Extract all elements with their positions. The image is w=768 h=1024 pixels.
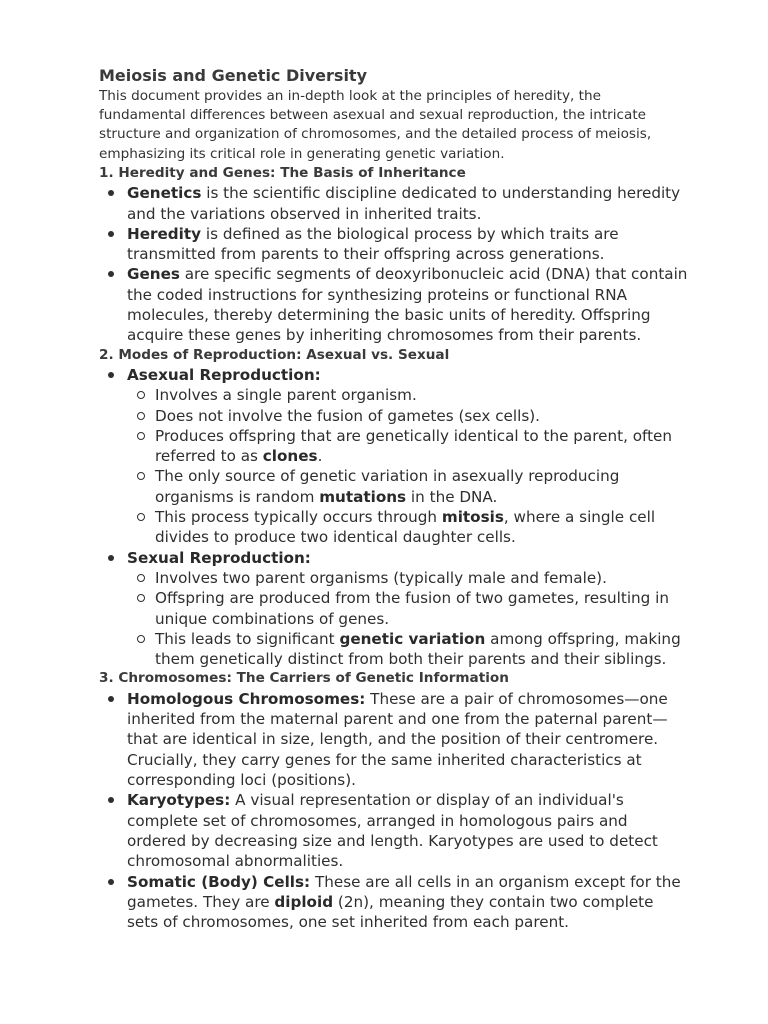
text-run: This process typically occurs through bbox=[155, 508, 442, 527]
sublist-item: Involves two parent organisms (typically male and female). bbox=[155, 568, 688, 588]
sublist-item: Does not involve the fusion of gametes (sex cells). bbox=[155, 406, 688, 426]
list-item bbox=[127, 224, 688, 265]
sublist-item bbox=[155, 629, 688, 670]
chromosomes-list bbox=[99, 689, 688, 933]
section-heading-reproduction: 2. Modes of Reproduction: Asexual vs. Sexual bbox=[99, 346, 450, 363]
sublist-item bbox=[155, 426, 688, 467]
section-heading-chromosomes: 3. Chromosomes: The Carriers of Genetic Information bbox=[99, 670, 509, 687]
definition-text: are specific segments of deoxyribonucleic acid (DNA) that contain the coded instructions for synthesizing proteins or functional RNA molecules, thereby determining the basic units of heredity. Offspring acquire these genes by inheriting chromosomes from their parents. bbox=[127, 265, 688, 345]
definition-text: is defined as the biological process by which traits are transmitted from parents to their offspring across generations. bbox=[127, 224, 619, 264]
list-item bbox=[127, 548, 688, 670]
definition-text: is the scientific discipline dedicated to understanding heredity and the variations observed in inherited traits. bbox=[127, 184, 681, 223]
term-mutations: mutations bbox=[319, 487, 407, 506]
text-run: among offspring, making them genetically distinct from both their parents and their siblings. bbox=[155, 629, 681, 669]
term-genes: Genes bbox=[127, 265, 180, 284]
definition-text: A visual representation or display of an individual's complete set of chromosomes, arranged in homologous pairs and ordered by decreasing size and length. Karyotypes are used to detect chromosomal abnormalities. bbox=[127, 791, 658, 871]
heredity-list bbox=[99, 183, 688, 345]
term-clones: clones bbox=[262, 447, 318, 466]
list-item bbox=[127, 790, 688, 871]
definition-text: These are a pair of chromosomes—one inherited from the maternal parent and one from the paternal parent—that are identical in size, length, and the position of their centromere. Crucially, they carry genes for the same inherited characteristics at corresponding loci (positions). bbox=[127, 689, 668, 790]
sexual-sublist bbox=[127, 568, 688, 669]
definition-text: (2n), meaning they contain two complete sets of chromosomes, one set inherited from each parent. bbox=[127, 892, 654, 932]
text-run: . bbox=[317, 447, 323, 466]
document-intro: This document provides an in-depth look at the principles of heredity, the fundamental differences between asexual and sexual reproduction, the intricate structure and organization of chromosomes, and the detailed process of meiosis, emphasizing its critical role in generating genetic variation. bbox=[99, 88, 652, 162]
term-karyotypes: Karyotypes: bbox=[127, 791, 231, 810]
term-sexual-reproduction: Sexual Reproduction: bbox=[127, 548, 311, 567]
text-run: This leads to significant bbox=[155, 629, 340, 648]
definition-text: These are all cells in an organism except for the gametes. They are bbox=[127, 872, 681, 911]
term-heredity: Heredity bbox=[127, 224, 202, 243]
term-genetic-variation: genetic variation bbox=[339, 629, 486, 648]
sublist-item bbox=[155, 507, 688, 548]
term-asexual-reproduction: Asexual Reproduction: bbox=[127, 366, 321, 384]
list-item bbox=[127, 264, 688, 345]
text-run: , where a single cell divides to produce two identical daughter cells. bbox=[155, 508, 656, 547]
text-run: in the DNA. bbox=[406, 487, 498, 506]
term-mitosis: mitosis bbox=[441, 508, 504, 527]
list-item bbox=[127, 365, 688, 548]
asexual-sublist bbox=[127, 385, 688, 547]
list-item bbox=[127, 689, 688, 790]
term-homologous-chromosomes: Homologous Chromosomes: bbox=[127, 689, 366, 708]
text-run: The only source of genetic variation in asexually reproducing organisms is random bbox=[155, 467, 620, 506]
sublist-item bbox=[155, 466, 688, 507]
list-item bbox=[127, 183, 688, 224]
reproduction-list bbox=[99, 365, 688, 669]
term-somatic-cells: Somatic (Body) Cells: bbox=[127, 872, 311, 891]
text-run: Produces offspring that are genetically identical to the parent, often referred to as bbox=[155, 426, 673, 466]
list-item bbox=[127, 872, 688, 933]
sublist-item: Offspring are produced from the fusion of two gametes, resulting in unique combinations of genes. bbox=[155, 588, 688, 629]
section-heading-heredity: 1. Heredity and Genes: The Basis of Inheritance bbox=[99, 164, 466, 181]
document-title: Meiosis and Genetic Diversity bbox=[99, 66, 367, 85]
sublist-item: Involves a single parent organism. bbox=[155, 385, 688, 405]
term-diploid: diploid bbox=[274, 892, 334, 911]
term-genetics: Genetics bbox=[127, 184, 202, 203]
